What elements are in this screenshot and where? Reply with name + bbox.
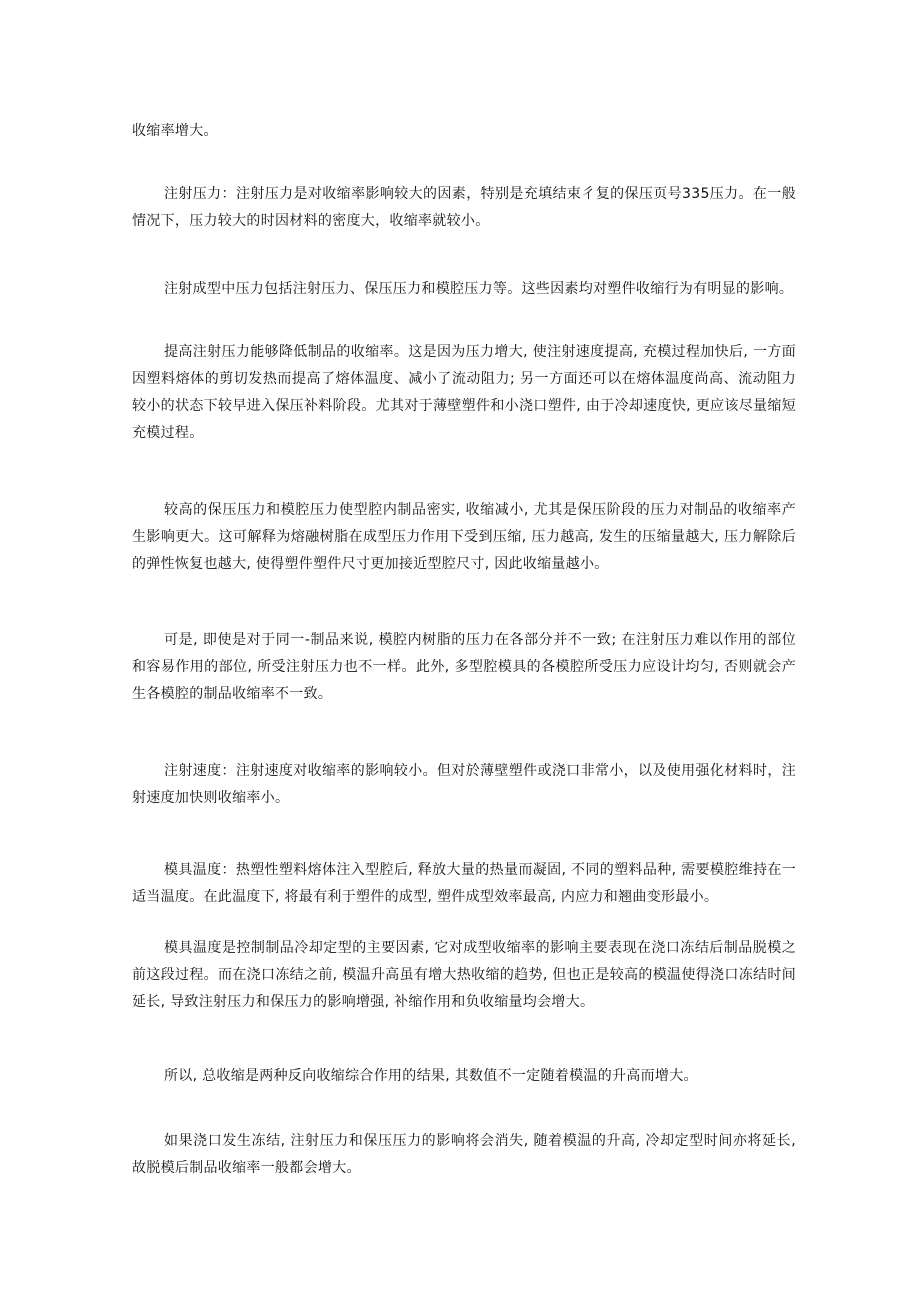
paragraph-1: 收缩率增大。 bbox=[132, 123, 218, 139]
paragraph-10: 所以, 总收缩是两种反向收缩综合作用的结果, 其数值不一定随着模温的升高而增大。 bbox=[164, 1068, 698, 1084]
paragraph-6: 可是, 即使是对于同一-制品来说, 模腔内树脂的压力在各部分并不一致; 在注射压力难以作用的部位和容易作用的部位, 所受注射压力也不一样。此外, 多型腔模具的各模腔所受压力应设计均匀, 否则就会产生各模腔的制品收缩率不一致。 bbox=[132, 632, 796, 702]
paragraph-9: 模具温度是控制制品冷却定型的主要因素, 它对成型收缩率的影响主要表现在浇口冻结后制品脱模之前这段过程。而在浇口冻结之前, 模温升高虽有增大热收缩的趋势, 但也正是较高的模温使得浇口冻结时间延长, 导致注射压力和保压力的影响增强, 补缩作用和负收缩量均会增大。 bbox=[132, 940, 796, 1010]
paragraph-4: 提高注射压力能够降低制品的收缩率。这是因为压力增大, 使注射速度提高, 充模过程加快后, 一方面因塑料熔体的剪切发热而提高了熔体温度、减小了流动阻力; 另一方面还可以在熔体温度尚高、流动阻力较小的状态下较早进入保压补料阶段。尤其对于薄壁塑件和小浇口塑件, 由于冷却速度快, 更应该尽量缩短充模过程。 bbox=[132, 344, 796, 441]
paragraph-3: 注射成型中压力包括注射压力、保压压力和模腔压力等。这些因素均对塑件收缩行为有明显的影响。 bbox=[164, 281, 794, 297]
paragraph-7: 注射速度：注射速度对收缩率的影响较小。但对於薄壁塑件或浇口非常小，以及使用强化材料时，注射速度加快则收缩率小。 bbox=[132, 763, 796, 806]
paragraph-11: 如果浇口发生冻结, 注射压力和保压压力的影响将会消失, 随着模温的升高, 冷却定型时间亦将延长, 故脱模后制品收缩率一般都会增大。 bbox=[132, 1133, 796, 1176]
paragraph-5: 较高的保压压力和模腔压力使型腔内制品密实, 收缩减小, 尤其是保压阶段的压力对制品的收缩率产生影响更大。这可解释为熔融树脂在成型压力作用下受到压缩, 压力越高, 发生的压缩量越大, 压力解除后的弹性恢复也越大, 使得塑件塑件尺寸更加接近型腔尺寸, 因此收缩量越小。 bbox=[132, 502, 796, 572]
paragraph-2: 注射压力：注射压力是对收缩率影响较大的因素，特别是充填结束彳复的保压页号335压力。在一般情况下，压力较大的时因材料的密度大，收缩率就较小。 bbox=[132, 186, 796, 229]
paragraph-8: 模具温度：热塑性塑料熔体注入型腔后, 释放大量的热量而凝固, 不同的塑料品种, 需要模腔维持在一适当温度。在此温度下, 将最有利于塑件的成型, 塑件成型效率最高, 内应力和翘曲变形最小。 bbox=[132, 862, 796, 905]
